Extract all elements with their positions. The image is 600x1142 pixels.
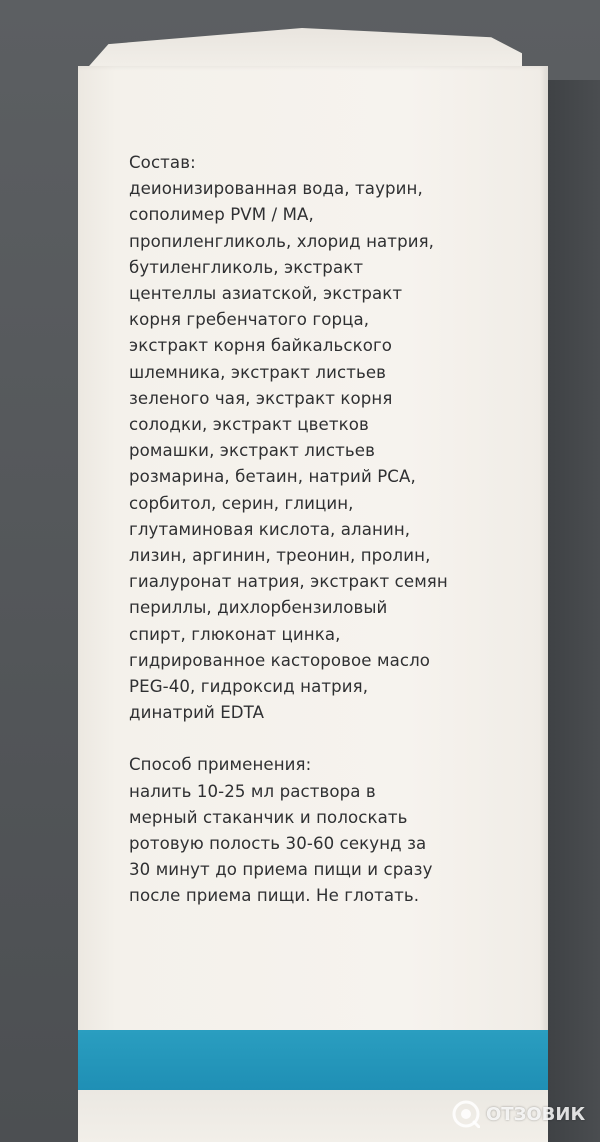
usage-line: после приема пищи. Не глотать. <box>129 886 420 906</box>
usage-line: мерный стаканчик и полоскать <box>129 807 408 827</box>
composition-line: сорбитол, серин, глицин, <box>129 493 354 513</box>
usage-line: ротовую полость 30-60 секунд за <box>129 834 427 854</box>
composition-heading: Состав: <box>129 153 196 172</box>
composition-line: солодки, экстракт цветков <box>129 415 369 435</box>
composition-line: сополимер PVM / MA, <box>129 205 314 225</box>
composition-line: гидрированное касторовое масло <box>129 650 431 670</box>
composition-line: розмарина, бетаин, натрий PCA, <box>129 467 416 487</box>
usage-line: налить 10-25 мл раствора в <box>129 781 376 801</box>
composition-line: центеллы азиатской, экстракт <box>129 284 403 304</box>
composition-line: пропиленгликоль, хлорид натрия, <box>129 231 435 251</box>
blue-stripe <box>78 1030 548 1090</box>
composition-line: экстракт корня байкальского <box>129 336 393 356</box>
usage-section <box>129 752 529 909</box>
composition-line: шлемника, экстракт листьев <box>129 362 387 382</box>
background-surface <box>548 80 600 1142</box>
composition-line: корня гребенчатого горца, <box>129 310 370 330</box>
composition-line: деионизированная вода, таурин, <box>129 179 423 199</box>
usage-line: 30 минут до приема пищи и сразу <box>129 860 433 880</box>
composition-line: динатрий EDTA <box>129 703 265 723</box>
composition-line: лизин, аргинин, треонин, пролин, <box>129 546 431 566</box>
composition-line: зеленого чая, экстракт корня <box>129 388 393 408</box>
usage-heading: Способ применения: <box>129 755 312 775</box>
composition-line: спирт, глюконат цинка, <box>129 624 341 644</box>
section-gap <box>129 726 529 752</box>
composition-line: бутиленгликоль, экстракт <box>129 257 364 277</box>
composition-line: гиалуронат натрия, экстракт семян <box>129 572 448 592</box>
watermark <box>452 1100 585 1128</box>
otzovik-logo-icon <box>452 1100 480 1128</box>
composition-line: PEG-40, гидроксид натрия, <box>129 677 369 697</box>
composition-line: периллы, дихлорбензиловый <box>129 598 388 618</box>
composition-section <box>129 150 529 726</box>
label-text <box>129 150 529 910</box>
watermark-text: ОТЗОВИК <box>486 1103 586 1125</box>
composition-line: глутаминовая кислота, аланин, <box>129 519 411 539</box>
composition-line: ромашки, экстракт листьев <box>129 441 375 461</box>
